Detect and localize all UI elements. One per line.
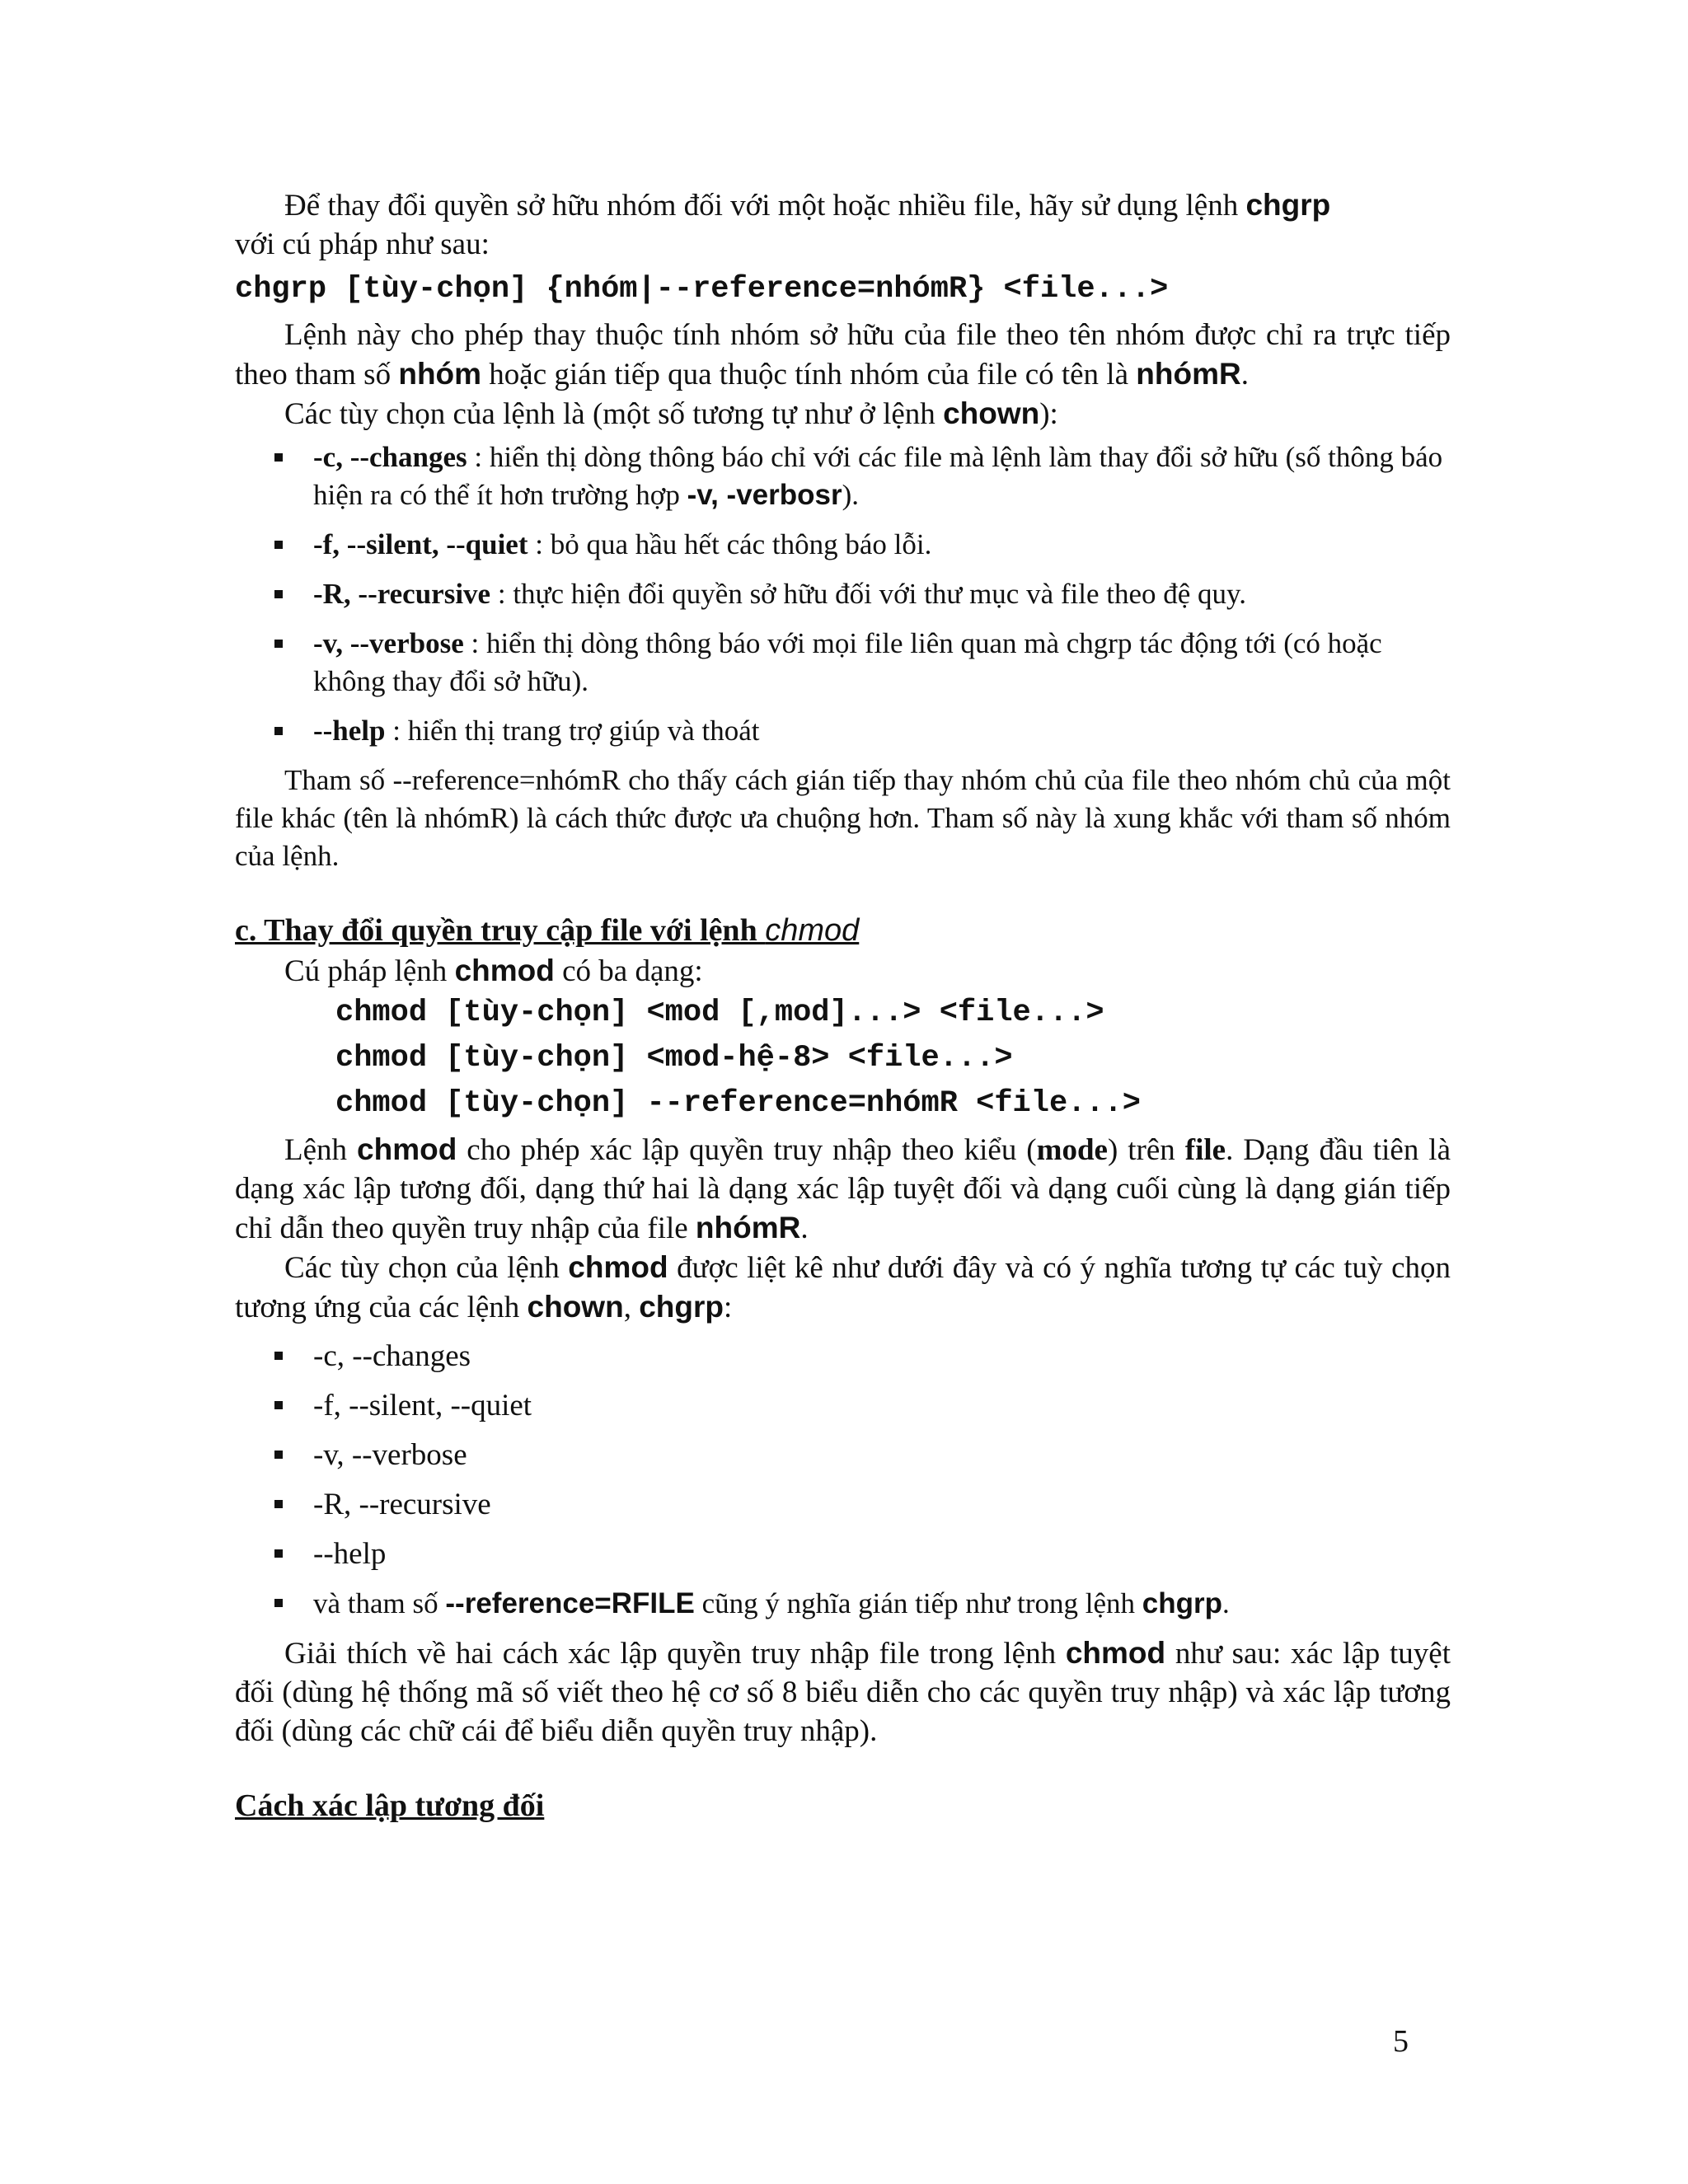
text: được liệt kê như dưới đây và có ý nghĩa tương tự các tuỳ chọn tương ứng của các lệnh	[235, 1251, 1451, 1324]
section-heading-relative: Cách xác lập tương đối	[235, 1788, 545, 1823]
syntax-line: chmod [tùy-chọn] <mod-hệ-8> <file...>	[335, 1041, 1013, 1076]
paragraph-chmod-forms	[235, 951, 1451, 991]
option-name: -R, --recursive	[313, 1488, 491, 1521]
bullet-icon	[274, 590, 283, 598]
syntax-line: chmod [tùy-chọn] <mod [,mod]...> <file...>	[335, 996, 1104, 1030]
list-item	[235, 1535, 1451, 1574]
syntax-line: chmod [tùy-chọn] --reference=nhómR <file...>	[335, 1086, 1141, 1121]
option-desc: : hiển thị dòng thông báo chỉ với các file mà lệnh làm thay đổi sở hữu (số thông báo hiện ra có thể ít hơn trường hợp	[313, 441, 1443, 511]
bullet-icon	[274, 727, 283, 735]
list-item	[235, 438, 1451, 514]
paragraph-chmod-options-intro	[235, 1248, 1451, 1327]
text: .	[1240, 358, 1249, 391]
heading-text: c. Thay đổi quyền truy cập file với lệnh	[235, 913, 766, 948]
bullet-icon	[274, 1500, 283, 1508]
cmd-chmod: chmod	[357, 1132, 457, 1166]
option-name: --reference=RFILE	[445, 1587, 695, 1619]
option-desc: : hiển thị trang trợ giúp và thoát	[385, 715, 760, 747]
paragraph-chmod-desc	[235, 1130, 1451, 1248]
paragraph-chgrp-desc	[235, 316, 1451, 394]
text: hoặc gián tiếp qua thuộc tính nhóm của file có tên là	[481, 358, 1137, 391]
para1-text: Để thay đổi quyền sở hữu nhóm đối với một hoặc nhiều file, hãy sử dụng lệnh	[284, 189, 1246, 223]
option-desc: : hiển thị dòng thông báo với mọi file liên quan mà chgrp tác động tới (có hoặc không thay đổi sở hữu).	[313, 627, 1382, 697]
text: Cú pháp lệnh	[284, 954, 455, 988]
cmd-chgrp: chgrp	[1142, 1587, 1222, 1619]
bullet-icon	[274, 640, 283, 648]
text: như sau: xác lập tuyệt đối (dùng hệ thống mã số viết theo hệ cơ số 8 biểu diễn cho các quyền truy nhập) và xác lập tương đối (dùng các chữ cái để biểu diễn quyền truy nhập).	[235, 1637, 1451, 1748]
bullet-icon	[274, 1352, 283, 1360]
bullet-icon	[274, 1599, 283, 1607]
paragraph-chmod-explain	[235, 1633, 1451, 1750]
cmd-chmod: chmod	[1065, 1636, 1166, 1670]
cmd-chmod: chmod	[454, 954, 555, 987]
para1-line2: với cú pháp như sau:	[235, 227, 490, 261]
text: Giải thích về hai cách xác lập quyền truy nhập file trong lệnh	[284, 1637, 1066, 1671]
text: có ba dạng:	[554, 954, 703, 988]
term-nhom: nhóm	[398, 357, 482, 391]
cmd-chown: chown	[527, 1290, 624, 1324]
term-mode: mode	[1036, 1133, 1108, 1167]
paragraph-reference-note: Tham số --reference=nhómR cho thấy cách gián tiếp thay nhóm chủ của file theo nhóm chủ của một file khác (tên là nhómR) là cách thức được ưa chuộng hơn. Tham số này là xung khắc với tham số nhóm của lệnh.	[235, 764, 1451, 872]
option-extra: -v, -verbosr	[687, 479, 842, 511]
text: và tham số	[313, 1587, 446, 1619]
option-name: -f, --silent, --quiet	[313, 528, 528, 560]
bullet-icon	[274, 453, 283, 462]
heading-cmd: chmod	[765, 913, 860, 948]
list-item	[235, 712, 1451, 750]
option-name: -v, --verbose	[313, 1438, 467, 1472]
text: Lệnh	[284, 1133, 358, 1167]
text: cho phép xác lập quyền truy nhập theo kiểu (	[457, 1133, 1037, 1167]
option-name: -c, --changes	[313, 441, 467, 473]
option-name: --help	[313, 715, 386, 747]
text: . Dạng đầu tiên là dạng xác lập tương đối, dạng thứ hai là dạng xác lập tuyệt đối và dạng cuối cùng là dạng gián tiếp chỉ dẫn theo quyền truy nhập của file	[235, 1133, 1451, 1245]
section-heading-chmod	[235, 910, 1451, 951]
text: ) trên	[1107, 1133, 1185, 1167]
paragraph-chgrp-intro	[235, 185, 1451, 264]
list-item	[235, 1436, 1451, 1475]
text: Các tùy chọn của lệnh	[284, 1251, 569, 1285]
list-item	[235, 575, 1451, 613]
option-tail: ).	[842, 479, 860, 511]
option-name: -v, --verbose	[313, 627, 464, 659]
list-item	[235, 1337, 1451, 1376]
chmod-syntax-block	[235, 991, 1451, 1127]
option-name: -f, --silent, --quiet	[313, 1389, 532, 1422]
list-item	[235, 1386, 1451, 1426]
syntax-chgrp: chgrp [tùy-chọn] {nhóm|--reference=nhómR} <file...>	[235, 272, 1169, 307]
chmod-options-list	[235, 1337, 1451, 1624]
page-number: 5	[1393, 2024, 1409, 2059]
option-name: -c, --changes	[313, 1339, 471, 1373]
text: .	[800, 1212, 809, 1245]
cmd-chgrp: chgrp	[639, 1290, 724, 1324]
bullet-icon	[274, 1451, 283, 1459]
text: cũng ý nghĩa gián tiếp như trong lệnh	[694, 1587, 1142, 1619]
bullet-icon	[274, 1401, 283, 1409]
text: ):	[1039, 397, 1058, 431]
list-item	[235, 625, 1451, 701]
cmd-chmod: chmod	[568, 1250, 668, 1284]
text: ,	[623, 1291, 640, 1324]
chgrp-options-list	[235, 438, 1451, 750]
text: :	[723, 1291, 733, 1324]
option-name: --help	[313, 1537, 387, 1571]
text: Các tùy chọn của lệnh là (một số tương tự như ở lệnh	[284, 397, 944, 431]
term-nhomR: nhómR	[1136, 357, 1241, 391]
option-name: -R, --recursive	[313, 578, 491, 610]
term-file: file	[1184, 1133, 1226, 1167]
option-desc: : thực hiện đổi quyền sở hữu đối với thư mục và file theo đệ quy.	[490, 578, 1247, 610]
option-desc: : bỏ qua hầu hết các thông báo lỗi.	[528, 528, 932, 560]
list-item	[235, 1485, 1451, 1525]
list-item	[235, 1584, 1451, 1624]
text: .	[1222, 1587, 1230, 1619]
bullet-icon	[274, 1549, 283, 1558]
cmd-chgrp: chgrp	[1245, 188, 1331, 222]
text: Lệnh này cho phép thay thuộc tính nhóm sở hữu của file theo tên nhóm được chỉ ra trực tiếp theo tham số	[235, 318, 1451, 391]
list-item	[235, 526, 1451, 564]
document-page	[235, 185, 1451, 1826]
cmd-chown: chown	[943, 396, 1040, 430]
term-nhomR: nhómR	[695, 1211, 801, 1244]
paragraph-chgrp-options-intro	[235, 394, 1451, 434]
bullet-icon	[274, 541, 283, 549]
